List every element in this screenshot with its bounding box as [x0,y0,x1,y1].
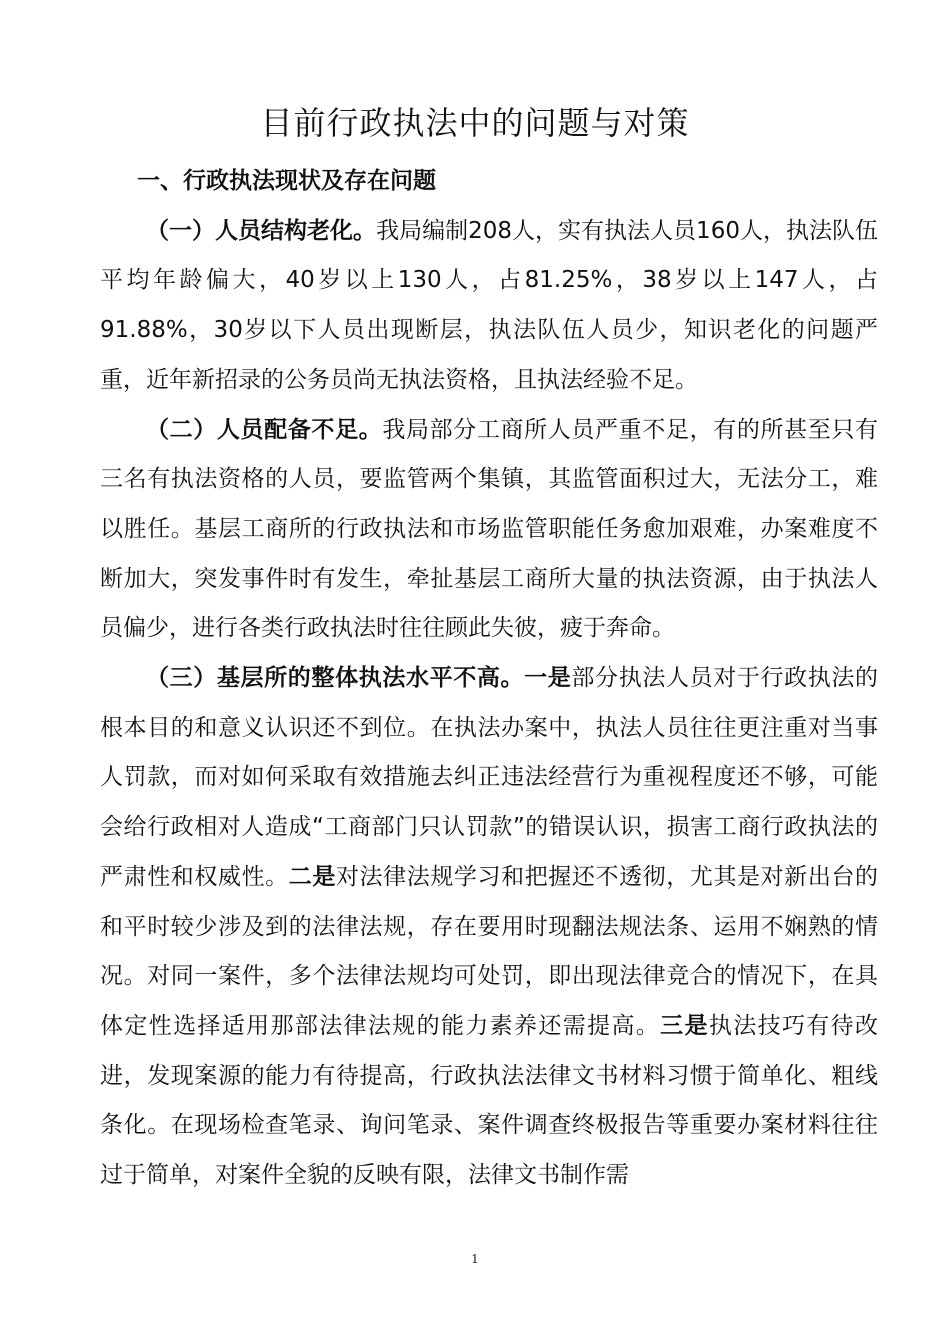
document-body [100,157,878,1201]
point-text: 执法技巧有待改进，发现案源的能力有待提高，行政执法法律文书材料习惯于简单化、粗线条化。在现场检查笔录、询问笔录、案件调查终极报告等重要办案材料往往过于简单，对案件全貌的反映有限，法律文书制作需 [100,1012,879,1189]
paragraph-text: 我局编制208人，实有执法人员160人，执法队伍平均年龄偏大，40岁以上130人，占81.25%，38岁以上147人，占91.88%，30岁以下人员出现断层，执法队伍人员少，知识老化的问题严重，近年新招录的公务员尚无执法资格，且执法经验不足。 [100,217,879,393]
paragraph-lead: （三）基层所的整体执法水平不高。 [146,665,525,692]
point-label: 一是 [524,665,572,692]
paragraph-lead: （一）人员结构老化。 [146,217,377,244]
point-text: 部分执法人员对于行政执法的根本目的和意义认识还不到位。在执法办案中，执法人员往往更注重对当事人罚款，而对如何采取有效措施去纠正违法经营行为重视程度还不够，可能会给行政相对人造成“工商部门只认罚款”的错误认识，损害工商行政执法的严肃性和权威性。 [100,665,879,890]
paragraph-enforcement-level [100,654,878,1201]
paragraph-staffing-shortage [100,406,878,655]
page-number: 1 [471,1252,479,1266]
paragraph-text: 我局部分工商所人员严重不足，有的所甚至只有三名有执法资格的人员，要监管两个集镇，其监管面积过大，无法分工，难以胜任。基层工商所的行政执法和市场监管职能任务愈加艰难，办案难度不断加大，突发事件时有发生，牵扯基层工商所大量的执法资源，由于执法人员偏少，进行各类行政执法时往往顾此失彼，疲于奔命。 [100,416,879,642]
section-heading: 一、行政执法现状及存在问题 [137,168,436,194]
paragraph-lead: （二）人员配备不足。 [146,416,383,443]
point-label: 三是 [660,1012,709,1039]
document-title: 目前行政执法中的问题与对策 [260,104,690,142]
paragraph-personnel-aging [100,207,878,406]
point-text: 对法律法规学习和把握还不透彻，尤其是对新出台的和平时较少涉及到的法律法规，存在要用时现翻法规法条、运用不娴熟的情况。对同一案件，多个法律法规均可处罚，即出现法律竞合的情况下，在具体定性选择适用那部法律法规的能力素养还需提高。 [100,863,878,1039]
point-label: 二是 [288,863,336,890]
